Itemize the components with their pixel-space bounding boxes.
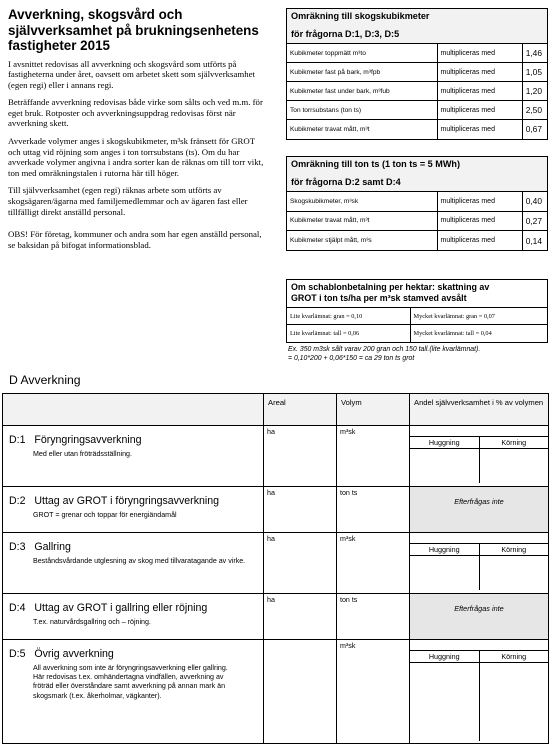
header-blank bbox=[3, 394, 264, 426]
areal-input[interactable] bbox=[264, 640, 337, 744]
table-row bbox=[287, 63, 547, 82]
box-subtitle: för frågorna D:1, D:3, D:5 bbox=[291, 29, 400, 39]
table-row bbox=[287, 308, 547, 325]
share-cell-disabled bbox=[410, 487, 549, 533]
box-subtitle: GROT i ton ts/ha per m³sk stamved avsålt bbox=[291, 293, 467, 303]
unit-label: Kubikmeter stjälpt mått, m³s bbox=[287, 231, 437, 251]
schablon-table bbox=[287, 307, 547, 342]
factor-value: 0,40 bbox=[522, 192, 547, 212]
row-title bbox=[3, 640, 263, 661]
korning-input[interactable] bbox=[480, 449, 549, 483]
unit-label: Skogskubikmeter, m³sk bbox=[287, 192, 437, 212]
intro-paragraph: I avsnittet redovisas all avverkning och skogsvård som utförts på fastigheterna under året, oavsett om arbetet skett som självverksamhet (egen regi) eller i annans regi. bbox=[8, 58, 255, 90]
share-subheader bbox=[410, 650, 548, 663]
share-inputs bbox=[410, 449, 548, 483]
operation-label: multipliceras med bbox=[437, 82, 522, 101]
estimate-high: Mycket kvarlämnat: tall = 0,04 bbox=[410, 325, 547, 342]
korning-label: Körning bbox=[480, 544, 549, 556]
row-title bbox=[3, 487, 263, 508]
row-label-cell bbox=[3, 594, 264, 640]
table-row bbox=[3, 487, 549, 533]
unit-label: Ton torrsubstans (ton ts) bbox=[287, 101, 437, 120]
unit-label: Kubikmeter travat mått, m³t bbox=[287, 120, 437, 139]
factor-value: 1,20 bbox=[522, 82, 547, 101]
conversion-table bbox=[287, 43, 547, 139]
row-description: GROT = grenar och toppar för energiändamål bbox=[33, 511, 177, 519]
row-description: T.ex. naturvårdsgallring och – röjning. bbox=[33, 618, 151, 626]
row-title-text: Övrig avverkning bbox=[34, 648, 114, 660]
table-header-row bbox=[3, 394, 549, 426]
volym-input[interactable]: ton ts bbox=[337, 487, 410, 533]
volym-input[interactable]: m³sk bbox=[337, 426, 410, 487]
row-title-text: Föryngringsavverkning bbox=[34, 434, 142, 446]
title-line-3: fastigheter 2015 bbox=[8, 38, 110, 53]
row-title-text: Gallring bbox=[34, 541, 71, 553]
row-label-cell bbox=[3, 487, 264, 533]
share-cell bbox=[410, 640, 549, 744]
intro-column bbox=[8, 7, 268, 257]
areal-input[interactable]: ha bbox=[264, 426, 337, 487]
huggning-input[interactable] bbox=[410, 556, 480, 590]
not-requested-note: Efterfrågas inte bbox=[454, 497, 504, 506]
row-id: D:1 bbox=[9, 434, 26, 446]
row-description: Med eller utan fröträdsställning. bbox=[33, 450, 132, 458]
row-label-cell bbox=[3, 426, 264, 487]
unit-label: Kubikmeter travat mått, m³t bbox=[287, 211, 437, 231]
share-cell-disabled bbox=[410, 594, 549, 640]
estimate-low: Lite kvarlämnat: tall = 0,06 bbox=[287, 325, 410, 342]
row-title bbox=[3, 594, 263, 615]
korning-input[interactable] bbox=[480, 663, 549, 741]
share-cell bbox=[410, 426, 549, 487]
table-row bbox=[3, 640, 549, 744]
areal-input[interactable]: ha bbox=[264, 487, 337, 533]
schablon-box bbox=[286, 279, 548, 343]
title-line-2: självverksamhet på brukningsenhetens bbox=[8, 22, 259, 38]
intro-paragraph: Avverkade volymer anges i skogskubikmeter, m³sk fränsett för GROT och uttag vid röjning som anges i ton torrsubstans (ts). Om du har avverkade volymer angivna i andra sorter kan de räknas om till torr vikt, ton med omräkningstalen i rutorna här till höger. bbox=[8, 136, 264, 178]
factor-value: 2,50 bbox=[522, 101, 547, 120]
conversion-table bbox=[287, 191, 547, 250]
huggning-input[interactable] bbox=[410, 663, 480, 741]
unit-label: Kubikmeter fast under bark, m³fub bbox=[287, 82, 437, 101]
row-label-cell bbox=[3, 640, 264, 744]
share-inputs bbox=[410, 663, 548, 741]
unit-label: Kubikmeter fast på bark, m³fpb bbox=[287, 63, 437, 82]
box-header bbox=[287, 280, 547, 307]
conversion-box-skogskubikmeter bbox=[286, 8, 548, 140]
share-inputs bbox=[410, 556, 548, 590]
box-title: Omräkning till skogskubikmeter bbox=[291, 11, 430, 21]
row-title-text: Uttag av GROT i föryngringsavverkning bbox=[34, 495, 220, 507]
intro-paragraph: Beträffande avverkning redovisas både virke som sålts och ved m.m. för eget bruk. Rotposter och avverkningsuppdrag redovisas först när avverkning skett. bbox=[8, 97, 263, 129]
korning-label: Körning bbox=[480, 651, 549, 663]
table-row bbox=[3, 533, 549, 594]
header-areal: Areal bbox=[264, 394, 337, 426]
title-line-1: Avverkning, skogsvård och bbox=[8, 7, 183, 22]
section-title: D Avverkning bbox=[9, 373, 81, 387]
intro-note: OBS! För företag, kommuner och andra som har egen anställd personal, se baksidan på bifogat informationsblad. bbox=[8, 229, 262, 250]
table-row bbox=[3, 426, 549, 487]
share-subheader bbox=[410, 543, 548, 556]
intro-title bbox=[8, 7, 268, 54]
volym-input[interactable]: ton ts bbox=[337, 594, 410, 640]
row-id: D:5 bbox=[9, 648, 26, 660]
factor-value: 1,05 bbox=[522, 63, 547, 82]
factor-value: 1,46 bbox=[522, 44, 547, 63]
box-title: Om schablonbetalning per hektar: skattning av bbox=[291, 282, 490, 292]
row-title-text: Uttag av GROT i gallring eller röjning bbox=[34, 602, 208, 614]
box-subtitle: för frågorna D:2 samt D:4 bbox=[291, 177, 401, 187]
areal-input[interactable]: ha bbox=[264, 594, 337, 640]
operation-label: multipliceras med bbox=[437, 192, 522, 212]
operation-label: multipliceras med bbox=[437, 211, 522, 231]
factor-value: 0,67 bbox=[522, 120, 547, 139]
korning-label: Körning bbox=[480, 437, 549, 449]
header-volym: Volym bbox=[337, 394, 410, 426]
box-header bbox=[287, 157, 547, 191]
row-id: D:4 bbox=[9, 602, 26, 614]
table-row bbox=[287, 231, 547, 251]
table-row bbox=[287, 325, 547, 342]
row-description: Beståndsvårdande utglesning av skog med tillvaratagande av virke. bbox=[33, 557, 246, 565]
table-row bbox=[287, 120, 547, 139]
operation-label: multipliceras med bbox=[437, 231, 522, 251]
share-subheader bbox=[410, 436, 548, 449]
conversion-box-ton-ts bbox=[286, 156, 548, 251]
box-header bbox=[287, 9, 547, 43]
row-label-cell bbox=[3, 533, 264, 594]
example-line-1: Ex. 350 m3sk sålt varav 200 gran och 150 tall.(lite kvarlämnat). bbox=[288, 346, 481, 353]
table-row bbox=[287, 44, 547, 63]
share-cell bbox=[410, 533, 549, 594]
operation-label: multipliceras med bbox=[437, 63, 522, 82]
table-row bbox=[287, 192, 547, 212]
estimate-low: Lite kvarlämnat: gran = 0,10 bbox=[287, 308, 410, 325]
huggning-input[interactable] bbox=[410, 449, 480, 483]
table-row bbox=[3, 594, 549, 640]
example-note bbox=[288, 346, 550, 363]
table-row bbox=[287, 101, 547, 120]
unit-label: Kubikmeter toppmätt m³to bbox=[287, 44, 437, 63]
row-id: D:3 bbox=[9, 541, 26, 553]
huggning-label: Huggning bbox=[410, 437, 480, 449]
box-title: Omräkning till ton ts (1 ton ts = 5 MWh) bbox=[291, 159, 460, 169]
factor-value: 0,27 bbox=[522, 211, 547, 231]
row-id: D:2 bbox=[9, 495, 26, 507]
table-row bbox=[287, 211, 547, 231]
header-andel: Andel självverksamhet i % av volymen bbox=[410, 394, 549, 426]
estimate-high: Mycket kvarlämnat: gran = 0,07 bbox=[410, 308, 547, 325]
avverkning-table bbox=[2, 393, 549, 744]
volym-input[interactable]: m³sk bbox=[337, 533, 410, 594]
example-line-2: = 0,10*200 + 0,06*150 = ca 29 ton ts grot bbox=[288, 354, 415, 362]
operation-label: multipliceras med bbox=[437, 101, 522, 120]
volym-input[interactable]: m³sk bbox=[337, 640, 410, 744]
operation-label: multipliceras med bbox=[437, 44, 522, 63]
huggning-label: Huggning bbox=[410, 544, 480, 556]
korning-input[interactable] bbox=[480, 556, 549, 590]
table-row bbox=[287, 82, 547, 101]
intro-paragraph: Till självverksamhet (egen regi) räknas arbete som utförts av skogsägaren/ägarna med familjemedlemmar och av ägaren fast eller tillfälligt direkt anställd personal. bbox=[8, 185, 248, 217]
not-requested-note: Efterfrågas inte bbox=[454, 604, 504, 613]
row-title bbox=[3, 533, 263, 554]
operation-label: multipliceras med bbox=[437, 120, 522, 139]
row-title bbox=[3, 426, 263, 447]
huggning-label: Huggning bbox=[410, 651, 480, 663]
areal-input[interactable]: ha bbox=[264, 533, 337, 594]
row-description: All avverkning som inte är föryngringsavverkning eller gallring. Här redovisas t.ex. omhändertagna vindfällen, avverkning av fröträd eller överståndare samt avverkning på annan mark än skogsmark (t.ex. åkerholmar, vägkanter). bbox=[33, 664, 228, 700]
factor-value: 0,14 bbox=[522, 231, 547, 251]
